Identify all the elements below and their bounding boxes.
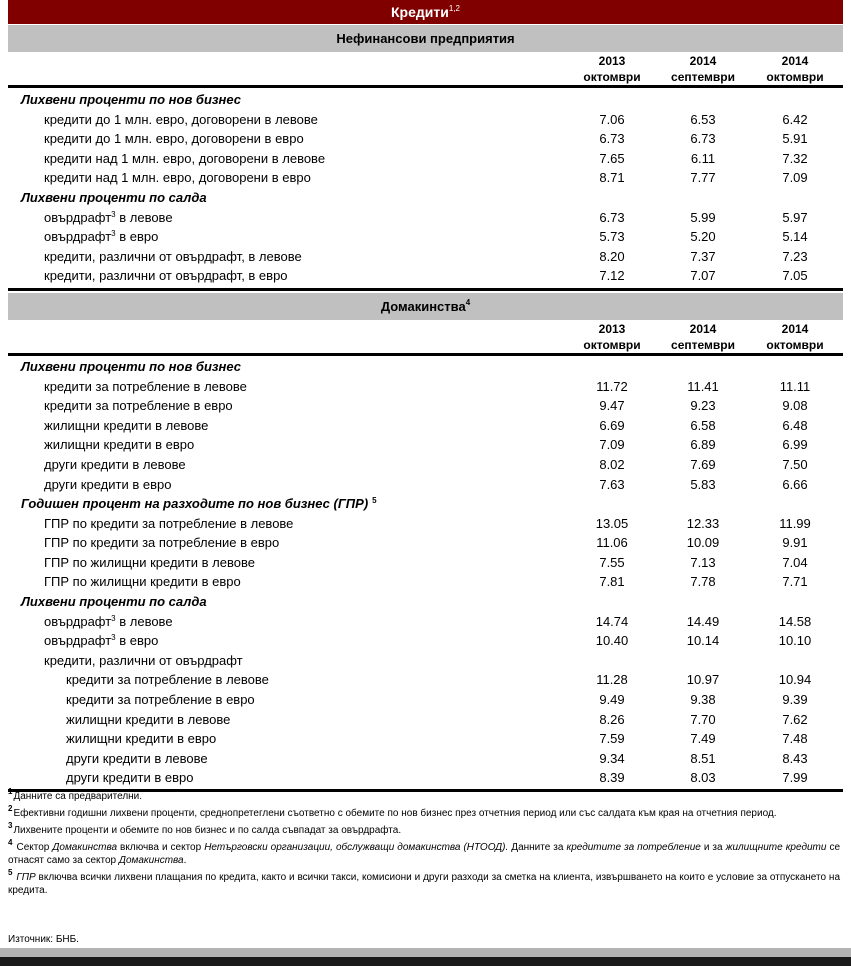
- row-value: 10.14: [686, 633, 720, 649]
- row-value: 7.65: [599, 150, 625, 166]
- row-label-text: жилищни кредити в евро: [66, 731, 217, 747]
- row-label: [44, 396, 233, 416]
- row-label: [21, 357, 241, 377]
- row-value: 13.05: [595, 515, 629, 531]
- footnote-ref: 3: [111, 209, 116, 219]
- table-row: [8, 631, 843, 651]
- footer-gray-bar: [0, 948, 851, 957]
- row-value: 7.06: [599, 111, 625, 127]
- footnote-number: 5: [8, 868, 13, 877]
- sector-title: Нефинансови предприятия: [336, 31, 515, 46]
- table-row: [8, 533, 843, 553]
- column-header: [750, 321, 840, 353]
- table-title-text: Кредити: [391, 4, 449, 20]
- footer-dark-bar: [0, 957, 851, 966]
- row-value: 12.33: [686, 515, 720, 531]
- row-value: 6.53: [690, 111, 716, 127]
- row-value: 7.13: [690, 554, 716, 570]
- household-rows: [8, 356, 843, 792]
- row-label: [44, 475, 171, 495]
- row-label: [21, 592, 207, 612]
- row-value: 8.02: [599, 456, 625, 472]
- row-label: [44, 149, 325, 169]
- footnote-italic: жилищните кредити: [725, 842, 827, 853]
- footnote-italic: Домакинства: [52, 842, 118, 853]
- row-value: 7.37: [690, 248, 716, 264]
- table-row: [8, 612, 843, 632]
- table-group-header: [8, 494, 843, 514]
- row-value: 7.69: [690, 456, 716, 472]
- row-value: 9.34: [599, 750, 625, 766]
- row-value: 8.20: [599, 248, 625, 264]
- row-value: 7.49: [690, 731, 716, 747]
- column-year: 2014: [781, 54, 809, 68]
- table-group-header: [8, 90, 843, 110]
- row-label-text: жилищни кредити в левове: [44, 417, 209, 433]
- table-row: [8, 553, 843, 573]
- table-row: [8, 396, 843, 416]
- footnote-text: Ефективни годишни лихвени проценти, среднопретеглени съответно с обемите по нов бизнес през отчетния период или със салдата към края на отчетния период.: [13, 808, 777, 819]
- column-header: [750, 53, 840, 85]
- footnote-number: 2: [8, 804, 13, 813]
- row-label-text: кредити, различни от овърдрафт, в левове: [44, 248, 302, 264]
- row-value: 5.97: [782, 209, 808, 225]
- row-label-text: Лихвени проценти по нов бизнес: [21, 92, 242, 107]
- footnote-text: .: [183, 855, 187, 866]
- row-value: 7.05: [782, 268, 808, 284]
- row-value: 8.71: [599, 170, 625, 186]
- row-value: 9.47: [599, 398, 625, 414]
- row-label-text: кредити за потребление в евро: [66, 692, 255, 708]
- row-label-text: кредити, различни от овърдрафт: [44, 652, 243, 668]
- column-header: [658, 53, 748, 85]
- column-year: 2013: [598, 54, 626, 68]
- table-row: [8, 729, 843, 749]
- footnote-number: 3: [8, 821, 13, 830]
- footnote-2: [8, 804, 840, 820]
- column-headers: [8, 52, 843, 88]
- row-label-text: кредити за потребление в евро: [44, 398, 233, 414]
- row-value: 8.26: [599, 711, 625, 727]
- row-label-text: кредити до 1 млн. евро, договорени в евро: [44, 131, 304, 147]
- row-value: 8.43: [782, 750, 808, 766]
- row-value: 6.66: [782, 476, 808, 492]
- table-group-header: [8, 357, 843, 377]
- table-row: [8, 768, 843, 788]
- footnote-text: се отнасят само за сектор: [8, 842, 841, 866]
- row-label-suffix: в левове: [115, 209, 173, 225]
- column-month: октомври: [766, 70, 824, 84]
- footnote-4: [8, 838, 841, 867]
- row-label: [66, 749, 208, 769]
- table-row: [8, 110, 843, 130]
- column-year: 2014: [781, 321, 809, 336]
- table-row: [8, 227, 843, 247]
- row-value: 8.51: [690, 750, 716, 766]
- column-headers: [8, 320, 843, 356]
- row-value: 6.89: [690, 437, 716, 453]
- footnote-ref: 3: [111, 613, 116, 623]
- row-value: 7.32: [782, 150, 808, 166]
- row-label: [66, 729, 216, 749]
- table-row: [8, 247, 843, 267]
- row-value: 5.14: [782, 229, 808, 245]
- row-label: [66, 670, 269, 690]
- row-value: 10.94: [778, 672, 812, 688]
- row-label-text: овърдрафт: [44, 633, 112, 649]
- row-label: [44, 553, 255, 573]
- column-year: 2014: [689, 321, 717, 336]
- row-label-text: овърдрафт: [44, 613, 112, 629]
- footnote-text: Данните са предварителни.: [13, 791, 143, 802]
- table-row: [8, 208, 843, 228]
- row-label: [44, 266, 288, 286]
- footnote-5: [8, 868, 841, 897]
- row-value: 9.91: [782, 535, 808, 551]
- row-value: 7.77: [690, 170, 716, 186]
- row-label-text: ГПР по жилищни кредити в евро: [44, 574, 241, 590]
- footnote-italic: Домакинства: [118, 855, 184, 866]
- row-value: 6.73: [599, 209, 625, 225]
- row-label-text: ГПР по кредити за потребление в евро: [44, 535, 280, 551]
- table-row: [8, 377, 843, 397]
- row-label: [21, 90, 241, 110]
- row-label-text: ГПР по жилищни кредити в левове: [44, 554, 255, 570]
- row-label: [66, 768, 193, 788]
- row-value: 7.63: [599, 476, 625, 492]
- nonfinancial-rows: [8, 88, 843, 291]
- row-value: 7.78: [690, 574, 716, 590]
- table-row: [8, 651, 843, 671]
- row-label: [44, 247, 302, 267]
- row-label: [21, 494, 377, 514]
- table-row: [8, 129, 843, 149]
- row-value: 6.73: [690, 131, 716, 147]
- row-label: [44, 455, 186, 475]
- footnote-1: [8, 787, 840, 803]
- row-value: 6.48: [782, 417, 808, 433]
- row-label-text: овърдрафт: [44, 229, 112, 245]
- row-value: 5.20: [690, 229, 716, 245]
- table-group-header: [8, 592, 843, 612]
- row-value: 14.49: [686, 613, 720, 629]
- column-month: октомври: [583, 337, 641, 352]
- row-value: 7.55: [599, 554, 625, 570]
- column-year: 2014: [689, 54, 717, 68]
- row-value: 10.10: [778, 633, 812, 649]
- row-value: 6.69: [599, 417, 625, 433]
- row-value: 7.59: [599, 731, 625, 747]
- table-title: [8, 0, 843, 24]
- column-header: [567, 321, 657, 353]
- row-value: 11.28: [596, 672, 628, 688]
- row-label-text: кредити, различни от овърдрафт, в евро: [44, 268, 288, 284]
- row-label: [44, 533, 279, 553]
- row-value: 7.50: [782, 456, 808, 472]
- table-row: [8, 690, 843, 710]
- column-year: 2013: [598, 321, 626, 336]
- column-month: септември: [671, 337, 735, 352]
- row-value: 6.58: [690, 417, 716, 433]
- row-value: 7.07: [690, 268, 716, 284]
- row-label-text: жилищни кредити в евро: [44, 437, 195, 453]
- row-label: [44, 416, 208, 436]
- row-label: [44, 208, 173, 228]
- footnote-text: включва и сектор: [117, 842, 205, 853]
- row-label-text: Лихвени проценти по салда: [21, 594, 207, 610]
- table-row: [8, 416, 843, 436]
- row-label: [44, 435, 194, 455]
- row-label: [44, 651, 243, 671]
- table-row: [8, 168, 843, 188]
- row-label-text: други кредити в евро: [44, 476, 172, 492]
- row-label: [44, 514, 293, 534]
- row-value: 6.11: [690, 150, 716, 166]
- source-note: Източник: БНБ.: [8, 934, 79, 945]
- row-label-text: Лихвени проценти по салда: [21, 189, 207, 205]
- row-label-text: други кредити в евро: [66, 770, 194, 786]
- row-value: 7.81: [599, 574, 625, 590]
- footnote-text: Лихвените проценти и обемите по нов бизнес и по салда съвпадат за овърдрафта.: [13, 825, 402, 836]
- row-label-text: овърдрафт: [44, 209, 112, 225]
- row-label: [44, 168, 311, 188]
- footnote-3: [8, 821, 840, 837]
- row-label-text: Годишен процент на разходите по нов бизнес (ГПР): [21, 496, 369, 512]
- footnote-number: 4: [8, 838, 13, 847]
- footnote-ref: 3: [111, 229, 116, 239]
- title-footnote-ref: 1,2: [448, 4, 460, 13]
- row-label-text: Лихвени проценти по нов бизнес: [21, 358, 242, 374]
- footnotes: [8, 787, 841, 901]
- table-row: [8, 749, 843, 769]
- row-value: 11.99: [779, 515, 811, 531]
- footnote-text: и за: [700, 842, 726, 853]
- column-month: октомври: [766, 337, 824, 352]
- row-value: 7.99: [782, 770, 808, 786]
- column-header: [567, 53, 657, 85]
- footnote-number: 1: [8, 787, 13, 796]
- row-value: 7.04: [782, 554, 808, 570]
- sector-title: Домакинства: [380, 298, 466, 314]
- row-label: [44, 129, 304, 149]
- row-label-suffix: в евро: [115, 229, 159, 245]
- row-label-text: други кредити в левове: [44, 456, 186, 472]
- row-value: 6.42: [782, 111, 808, 127]
- row-label: [44, 110, 318, 130]
- row-value: 7.09: [782, 170, 808, 186]
- table-row: [8, 475, 843, 495]
- table-row: [8, 455, 843, 475]
- row-value: 6.99: [782, 437, 808, 453]
- row-value: 8.39: [599, 770, 625, 786]
- row-label: [44, 227, 158, 247]
- row-label: [44, 612, 173, 632]
- row-label-text: кредити за потребление в левове: [66, 672, 269, 688]
- row-value: 7.09: [599, 437, 625, 453]
- footnote-text: Сектор: [16, 842, 53, 853]
- row-label: [66, 690, 255, 710]
- row-label-text: жилищни кредити в левове: [66, 711, 231, 727]
- row-label-text: ГПР по кредити за потребление в левове: [44, 515, 294, 531]
- sector-header-nonfinancial: [8, 25, 843, 52]
- row-value: 7.12: [599, 268, 625, 284]
- row-label: [21, 188, 207, 208]
- row-value: 5.91: [782, 131, 808, 147]
- row-value: 9.08: [782, 398, 808, 414]
- row-value: 5.99: [690, 209, 716, 225]
- table-group-header: [8, 188, 843, 208]
- row-value: 7.71: [782, 574, 808, 590]
- sector-header-households: [8, 293, 843, 320]
- row-value: 9.39: [782, 692, 808, 708]
- row-value: 11.06: [596, 535, 628, 551]
- row-label: [44, 572, 241, 592]
- table-row: [8, 266, 843, 286]
- row-value: 14.58: [778, 613, 812, 629]
- row-label-suffix: в евро: [115, 633, 159, 649]
- row-value: 11.72: [596, 378, 628, 394]
- row-value: 7.48: [782, 731, 808, 747]
- row-value: 10.40: [595, 633, 629, 649]
- row-value: 10.97: [686, 672, 720, 688]
- row-label: [44, 631, 158, 651]
- row-value: 11.41: [687, 378, 719, 394]
- footnote-ref: 5: [372, 496, 377, 506]
- row-label-text: други кредити в левове: [66, 750, 208, 766]
- row-value: 5.73: [599, 229, 625, 245]
- table-row: [8, 435, 843, 455]
- row-label-suffix: в левове: [115, 613, 173, 629]
- column-month: септември: [671, 70, 735, 84]
- row-value: 9.49: [599, 692, 625, 708]
- row-label-text: кредити до 1 млн. евро, договорени в левове: [44, 111, 318, 127]
- table-row: [8, 670, 843, 690]
- column-month: октомври: [583, 70, 641, 84]
- row-value: 7.70: [690, 711, 716, 727]
- row-value: 11.11: [779, 378, 811, 394]
- row-label-text: кредити над 1 млн. евро, договорени в евро: [44, 170, 311, 186]
- row-value: 7.62: [782, 711, 808, 727]
- column-header: [658, 321, 748, 353]
- row-value: 9.23: [690, 398, 716, 414]
- table-row: [8, 514, 843, 534]
- footnote-italic: Нетърговски организации, обслужващи домакинства (НТООД).: [204, 842, 509, 853]
- row-label-text: кредити над 1 млн. евро, договорени в левове: [44, 150, 326, 166]
- footnote-italic: ГПР: [16, 872, 36, 883]
- row-value: 6.73: [599, 131, 625, 147]
- row-label-text: кредити за потребление в левове: [44, 378, 247, 394]
- row-label: [44, 377, 247, 397]
- row-label: [66, 710, 230, 730]
- sector-footnote-ref: 4: [465, 297, 471, 307]
- table-row: [8, 710, 843, 730]
- row-value: 5.83: [690, 476, 716, 492]
- row-value: 9.38: [690, 692, 716, 708]
- credits-table: [8, 0, 843, 792]
- row-value: 10.09: [686, 535, 720, 551]
- table-row: [8, 149, 843, 169]
- row-value: 8.03: [690, 770, 716, 786]
- row-value: 14.74: [595, 613, 629, 629]
- footnote-text: Данните за: [508, 842, 567, 853]
- row-value: 7.23: [782, 248, 808, 264]
- table-row: [8, 572, 843, 592]
- footnote-italic: кредитите за потребление: [566, 842, 701, 853]
- footnote-ref: 3: [111, 633, 116, 643]
- footnote-text: включва всички лихвени плащания по кредита, както и всички такси, комисиони и други разходи за сметка на клиента, извършването на които е условие за отпускането на кредита.: [8, 872, 841, 896]
